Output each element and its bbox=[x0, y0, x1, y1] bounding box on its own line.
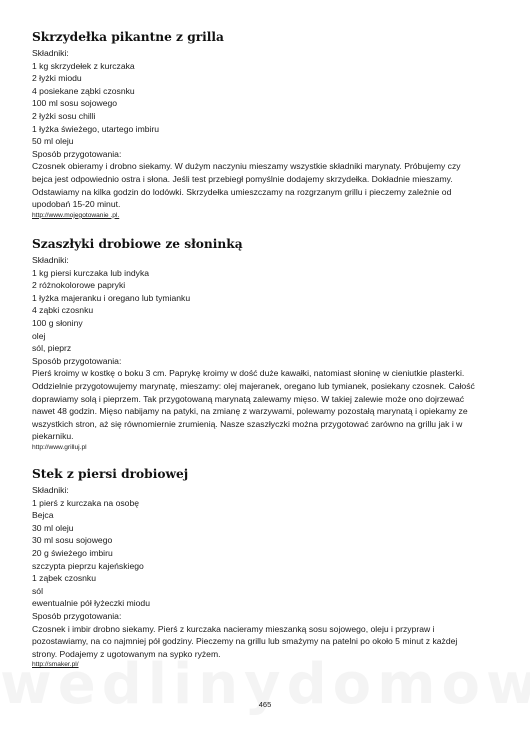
method-line: nawet 48 godzin. Mięso nabijamy na patyki, na zmianę z warzywami, polewamy pozostałą marynatą i opiekamy ze bbox=[32, 406, 468, 417]
recipe-body bbox=[32, 47, 504, 211]
recipe-body bbox=[32, 254, 504, 443]
method-line: upodobań 15-20 minut. bbox=[32, 199, 121, 210]
ingredient-item: sól, pieprz bbox=[32, 343, 72, 354]
recipe-2 bbox=[32, 237, 504, 453]
method-header: Sposób przygotowania: bbox=[32, 148, 122, 159]
method-line: Czosnek obieramy i drobno siekamy. W dużym naczyniu mieszamy wszystkie składniki marynaty. Próbujemy czy bbox=[32, 161, 461, 172]
method-line: bejca jest odpowiednio ostra i słona. Jeśli test przebiegł pomyślnie dodajemy skrzydełka. Dokładnie mieszamy. bbox=[32, 173, 453, 184]
method-line: Odstawiamy na kilka godzin do lodówki. Skrzydełka umieszczamy na rozgrzanym grillu i pieczemy zależnie od bbox=[32, 186, 452, 197]
ingredient-item: olej bbox=[32, 330, 46, 341]
ingredient-item: 2 łyżki sosu chilli bbox=[32, 110, 96, 121]
source-link[interactable]: http://smaker.pl/ bbox=[32, 661, 79, 669]
ingredient-item: 1 kg piersi kurczaka lub indyka bbox=[32, 267, 150, 278]
source-link[interactable]: http://www.mojegotowanie .pl. bbox=[32, 211, 120, 219]
ingredient-item: ewentualnie pół łyżeczki miodu bbox=[32, 598, 150, 609]
recipe-1 bbox=[32, 30, 504, 221]
method-line: Oddzielnie przygotowujemy marynatę, mieszamy: olej majeranek, oregano lub tymianek, posiekany czosnek. Całość bbox=[32, 380, 475, 391]
ingredients-header: Składniki: bbox=[32, 255, 69, 265]
recipe-3 bbox=[32, 467, 504, 670]
ingredient-item: 100 ml sosu sojowego bbox=[32, 98, 118, 109]
ingredient-item: 1 łyżka świeżego, utartego imbiru bbox=[32, 123, 160, 134]
ingredient-item: 50 ml oleju bbox=[32, 136, 74, 147]
recipe-title: Skrzydełka pikantne z grilla bbox=[32, 30, 224, 44]
method-line: Czosnek i imbir drobno siekamy. Pierś z kurczaka nacieramy mieszanką sosu sojowego, oleju i przypraw i bbox=[32, 623, 435, 634]
ingredient-item: 30 ml sosu sojowego bbox=[32, 535, 113, 546]
method-line: piekarniku. bbox=[32, 431, 74, 442]
recipe-title: Szaszłyki drobiowe ze słoninką bbox=[32, 237, 243, 251]
ingredient-item: 1 ząbek czosnku bbox=[32, 573, 97, 584]
method-line: doprawiamy solą i pieprzem. Tak przygotowaną marynatą zalewamy mięso. W takiej zalewie może ono dojrzewać bbox=[32, 393, 465, 404]
ingredient-item: 2 łyżki miodu bbox=[32, 73, 82, 84]
ingredient-item: sól bbox=[32, 585, 43, 596]
ingredient-item: 100 g słoniny bbox=[32, 317, 83, 328]
ingredient-item: 2 różnokolorowe papryki bbox=[32, 280, 126, 291]
ingredient-item: 1 kg skrzydełek z kurczaka bbox=[32, 60, 135, 71]
ingredients-header: Składniki: bbox=[32, 48, 69, 58]
method-line: strony. Podajemy z ugotowanym na sypko ryżem. bbox=[32, 648, 221, 659]
source-link[interactable]: http://www.grilluj.pl bbox=[32, 443, 87, 451]
ingredient-item: 1 łyżka majeranku i oregano lub tymianku bbox=[32, 292, 191, 303]
method-line: pozostawiamy, na co najmniej pół godziny. Pieczemy na grillu lub smażymy na patelni po około 5 minut z każdej bbox=[32, 636, 458, 647]
page-number: 465 bbox=[258, 700, 272, 709]
ingredient-item: 30 ml oleju bbox=[32, 522, 74, 533]
ingredients-header: Składniki: bbox=[32, 485, 69, 495]
ingredient-item: 4 posiekane ząbki czosnku bbox=[32, 85, 135, 96]
method-header: Sposób przygotowania: bbox=[32, 355, 122, 366]
method-header: Sposób przygotowania: bbox=[32, 610, 122, 621]
recipe-title: Stek z piersi drobiowej bbox=[32, 467, 189, 481]
method-line: wszystkich stron, aż się równomiernie zrumienią. Nasze szaszłyczki można przygotować zarówno na grillu jak i w bbox=[32, 418, 463, 429]
ingredient-item: Bejca bbox=[32, 510, 54, 521]
ingredient-item: 4 ząbki czosnku bbox=[32, 305, 94, 316]
ingredient-item: szczypta pieprzu kajeńskiego bbox=[32, 560, 144, 571]
method-line: Pierś kroimy w kostkę o boku 3 cm. Paprykę kroimy w dość duże kawałki, natomiast słoninę w cieniutkie plasterki. bbox=[32, 368, 465, 379]
ingredient-item: 20 g świeżego imbiru bbox=[32, 547, 113, 558]
recipe-body bbox=[32, 484, 504, 660]
ingredient-item: 1 pierś z kurczaka na osobę bbox=[32, 497, 140, 508]
